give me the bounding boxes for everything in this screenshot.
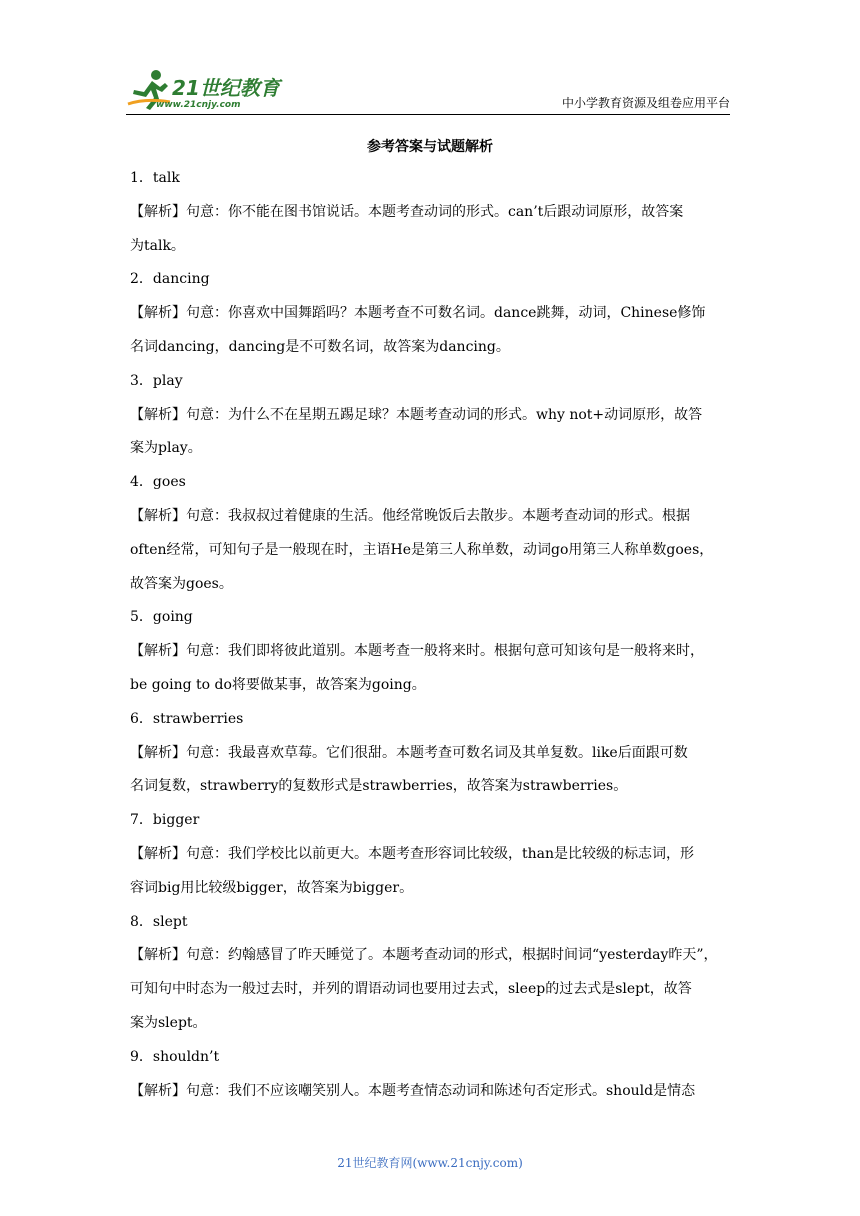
answer-number: 2． <box>130 271 153 288</box>
answer-item <box>130 804 730 905</box>
explanation-line: be going to do将要做某事，故答案为going。 <box>130 676 426 693</box>
explanation-line: 【解析】句意：我们即将彼此道别。本题考查一般将来时。根据句意可知该句是一般将来时， <box>130 643 704 660</box>
answer-word: strawberries <box>152 710 244 727</box>
explanation-line: 容词big用比较级bigger，故答案为bigger。 <box>130 879 414 896</box>
answer-number: 4． <box>130 474 153 491</box>
page-footer[interactable]: 21世纪教育网(www.21cnjy.com) <box>337 1156 523 1170</box>
answer-heading <box>130 804 730 838</box>
answer-word: dancing <box>152 271 210 288</box>
answer-heading <box>130 263 730 297</box>
answer-word: talk <box>152 170 180 186</box>
answer-number: 8． <box>130 913 153 930</box>
answer-heading <box>130 365 730 399</box>
answer-item <box>130 703 730 804</box>
explanation-line: 【解析】句意：为什么不在星期五踢足球？本题考查动词的形式。why not+动词原形，故答 <box>130 406 703 423</box>
answer-word: goes <box>152 474 186 491</box>
answer-item <box>130 466 730 601</box>
answer-item <box>130 162 730 263</box>
answer-heading <box>130 1041 730 1075</box>
header-divider <box>126 114 730 115</box>
explanation-line: 名词dancing，dancing是不可数名词，故答案为dancing。 <box>130 338 510 355</box>
explanation-line: 【解析】句意：约翰感冒了昨天睡觉了。本题考查动词的形式，根据时间词“yesterday昨天”， <box>130 947 718 964</box>
explanation-line: 案为play。 <box>130 440 202 457</box>
answer-number: 7． <box>130 812 153 829</box>
explanation-line: 【解析】句意：你不能在图书馆说话。本题考查动词的形式。can’t后跟动词原形，故答案 <box>130 203 684 220</box>
explanation-line: 【解析】句意：我们学校比以前更大。本题考查形容词比较级，than是比较级的标志词，形 <box>130 845 695 862</box>
answer-item <box>130 263 730 364</box>
answer-word: going <box>152 609 193 626</box>
answer-number: 3． <box>130 372 153 389</box>
answer-number: 6． <box>130 710 153 727</box>
answer-item <box>130 601 730 702</box>
site-logo[interactable] <box>126 68 296 112</box>
explanation-line: 【解析】句意：我最喜欢草莓。它们很甜。本题考查可数名词及其单复数。like后面跟可数 <box>130 744 688 761</box>
explanation-line: 为talk。 <box>130 237 185 254</box>
explanation-line: 故答案为goes。 <box>130 575 233 592</box>
answer-word: shouldn’t <box>152 1048 220 1065</box>
answer-heading <box>130 466 730 500</box>
answer-item <box>130 365 730 466</box>
answer-item <box>130 1041 730 1109</box>
answer-word: bigger <box>152 812 200 829</box>
answer-number: 9． <box>130 1048 153 1065</box>
answer-number: 1． <box>130 170 153 186</box>
answer-heading <box>130 162 730 196</box>
answer-word: play <box>152 372 183 389</box>
answer-heading <box>130 601 730 635</box>
explanation-line: often经常，可知句子是一般现在时，主语He是第三人称单数，动词go用第三人称单数goes， <box>130 541 714 558</box>
explanation-line: 【解析】句意：我们不应该嘲笑别人。本题考查情态动词和陈述句否定形式。should是情态 <box>130 1082 696 1099</box>
platform-tagline: 中小学教育资源及组卷应用平台 <box>561 96 730 110</box>
explanation-line: 案为slept。 <box>130 1014 207 1031</box>
answer-heading <box>130 703 730 737</box>
explanation-line: 名词复数，strawberry的复数形式是strawberries，故答案为strawberries。 <box>130 778 628 795</box>
page-header <box>126 62 730 118</box>
answer-number: 5． <box>130 609 153 626</box>
answer-heading <box>130 906 730 940</box>
logo-url: www.21cnjy.com <box>156 100 241 110</box>
answer-list <box>130 162 730 1108</box>
logo-text: 21世纪教育 <box>172 76 280 100</box>
page-title: 参考答案与试题解析 <box>367 139 493 155</box>
explanation-line: 【解析】句意：你喜欢中国舞蹈吗？本题考查不可数名词。dance跳舞，动词，Chinese修饰 <box>130 305 706 322</box>
explanation-line: 可知句中时态为一般过去时，并列的谓语动词也要用过去式，sleep的过去式是slept，故答 <box>130 981 692 998</box>
answer-word: slept <box>152 913 188 930</box>
answer-item <box>130 906 730 1041</box>
explanation-line: 【解析】句意：我叔叔过着健康的生活。他经常晚饭后去散步。本题考查动词的形式。根据 <box>130 507 690 524</box>
